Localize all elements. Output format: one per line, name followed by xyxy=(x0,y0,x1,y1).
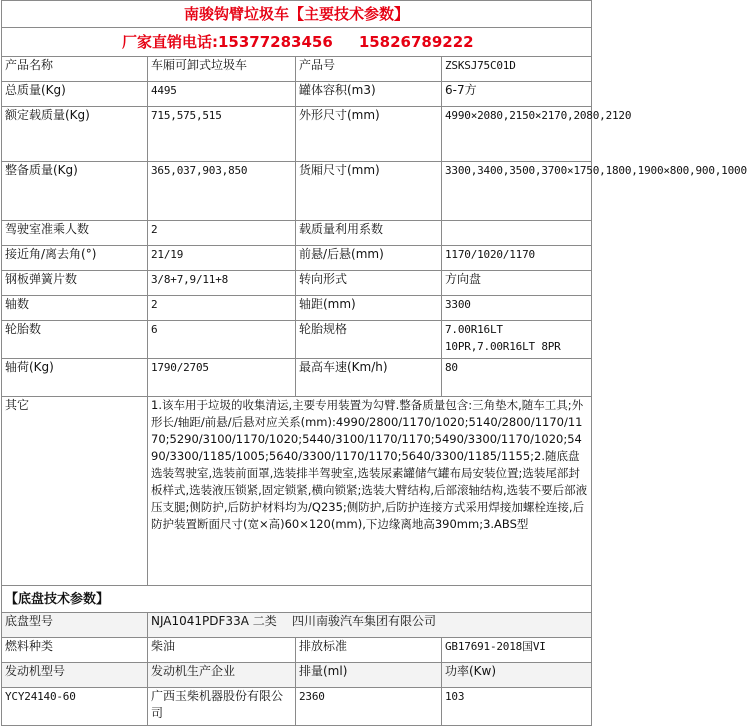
spec-label: 产品名称 xyxy=(2,57,148,82)
spec-value: 6 xyxy=(148,321,296,359)
spec-label: 额定载质量(Kg) xyxy=(2,107,148,162)
engine-maker-value: 广西玉柴机器股份有限公司 xyxy=(148,688,296,726)
spec-label: 轴荷(Kg) xyxy=(2,359,148,397)
spec-value: 2 xyxy=(148,221,296,246)
spec-label: 轮胎规格 xyxy=(296,321,442,359)
spec-value: 方向盘 xyxy=(442,271,592,296)
spec-label: 罐体容积(m3) xyxy=(296,82,442,107)
spec-row-springs xyxy=(2,271,592,296)
spec-value: 365,037,903,850 xyxy=(148,162,296,221)
spec-row-axles xyxy=(2,296,592,321)
spec-value xyxy=(442,221,592,246)
spec-row-curb-mass xyxy=(2,162,592,221)
spec-value: 3/8+7,9/11+8 xyxy=(148,271,296,296)
spec-label: 前悬/后悬(mm) xyxy=(296,246,442,271)
engine-maker-label: 发动机生产企业 xyxy=(148,663,296,688)
spec-label: 最高车速(Km/h) xyxy=(296,359,442,397)
other-label: 其它 xyxy=(2,397,148,586)
spec-row-gross-mass xyxy=(2,82,592,107)
spec-value: 4495 xyxy=(148,82,296,107)
power-value: 103 xyxy=(442,688,592,726)
spec-value: 4990×2080,2150×2170,2080,2120 xyxy=(442,107,592,162)
spec-value: 715,575,515 xyxy=(148,107,296,162)
engine-model-label: 发动机型号 xyxy=(2,663,148,688)
spec-value: 车厢可卸式垃圾车 xyxy=(148,57,296,82)
spec-label: 轴数 xyxy=(2,296,148,321)
spec-label: 总质量(Kg) xyxy=(2,82,148,107)
spec-value: 1170/1020/1170 xyxy=(442,246,592,271)
chassis-row-model xyxy=(2,613,592,638)
fuel-value: 柴油 xyxy=(148,638,296,663)
engine-value-row xyxy=(2,688,592,726)
spec-label: 转向形式 xyxy=(296,271,442,296)
spec-label: 货厢尺寸(mm) xyxy=(296,162,442,221)
spec-label: 载质量利用系数 xyxy=(296,221,442,246)
emission-value: GB17691-2018国VI xyxy=(442,638,592,663)
spec-value: 21/19 xyxy=(148,246,296,271)
chassis-row-fuel xyxy=(2,638,592,663)
spec-value: 1790/2705 xyxy=(148,359,296,397)
chassis-model-value: NJA1041PDF33A 二类 xyxy=(151,614,277,628)
spec-row-other xyxy=(2,397,592,586)
other-notes: 1.该车用于垃圾的收集清运,主要专用装置为勾臂.整备质量包含:三角垫木,随车工具;外形长/轴距/前悬/后悬对应关系(mm):4990/2800/1170/1020;5140/2800/1170/1170;5290/3100/1170/1020;5440/3100/1170/1170;5490/3300/1170/1020;5490/3300/1185/1005;5640/3300/1170/1170;5640/3300/1185/1155;2.随底盘选装驾驶室,选装前面罩,选装排半驾驶室,选装尿素罐储气罐布局安装位置;选装尾部封板样式,选装液压锁紧,固定锁紧,横向锁紧;选装大臂结构,后部滚轴结构,选装不要后部液压支腿;侧防护,后防护材料均为/Q235;侧防护,后防护连接方式采用焊接加螺栓连接,后防护装置断面尺寸(宽×高)60×120(mm),下边缘离地高390mm;3.ABS型 xyxy=(148,397,592,586)
spec-sheet xyxy=(1,0,747,726)
phone-number-2[interactable]: 15826789222 xyxy=(358,32,474,51)
spec-label: 轮胎数 xyxy=(2,321,148,359)
spec-value: 7.00R16LT 10PR,7.00R16LT 8PR xyxy=(442,321,592,359)
engine-model-value: YCY24140-60 xyxy=(2,688,148,726)
displacement-label: 排量(ml) xyxy=(296,663,442,688)
displacement-value: 2360 xyxy=(296,688,442,726)
chassis-model-cell xyxy=(148,613,592,638)
chassis-model-label: 底盘型号 xyxy=(2,613,148,638)
engine-header-row xyxy=(2,663,592,688)
spec-row-tires xyxy=(2,321,592,359)
hotline-row xyxy=(2,28,592,57)
spec-row-axle-load xyxy=(2,359,592,397)
spec-label: 整备质量(Kg) xyxy=(2,162,148,221)
spec-label: 接近角/离去角(°) xyxy=(2,246,148,271)
spec-row-product-name xyxy=(2,57,592,82)
chassis-maker: 四川南骏汽车集团有限公司 xyxy=(292,614,437,628)
spec-value: 3300,3400,3500,3700×1750,1800,1900×800,900,1000 xyxy=(442,162,592,221)
spec-value: 80 xyxy=(442,359,592,397)
spec-value: 2 xyxy=(148,296,296,321)
fuel-label: 燃料种类 xyxy=(2,638,148,663)
spec-value: 6-7方 xyxy=(442,82,592,107)
phone-number-1[interactable]: 15377283456 xyxy=(218,32,333,51)
spec-label: 轴距(mm) xyxy=(296,296,442,321)
spec-label: 外形尺寸(mm) xyxy=(296,107,442,162)
power-label: 功率(Kw) xyxy=(442,663,592,688)
emission-label: 排放标准 xyxy=(296,638,442,663)
spec-value: 3300 xyxy=(442,296,592,321)
hotline-label: 厂家直销电话: xyxy=(122,32,218,51)
sheet-title: 南骏钩臂垃圾车【主要技术参数】 xyxy=(2,1,592,28)
chassis-section-title: 【底盘技术参数】 xyxy=(2,586,592,613)
spec-value: ZSKSJ75C01D xyxy=(442,57,592,82)
spec-row-cab-seats xyxy=(2,221,592,246)
spec-row-angles xyxy=(2,246,592,271)
spec-label: 产品号 xyxy=(296,57,442,82)
spec-row-rated-load xyxy=(2,107,592,162)
spec-label: 钢板弹簧片数 xyxy=(2,271,148,296)
spec-label: 驾驶室准乘人数 xyxy=(2,221,148,246)
